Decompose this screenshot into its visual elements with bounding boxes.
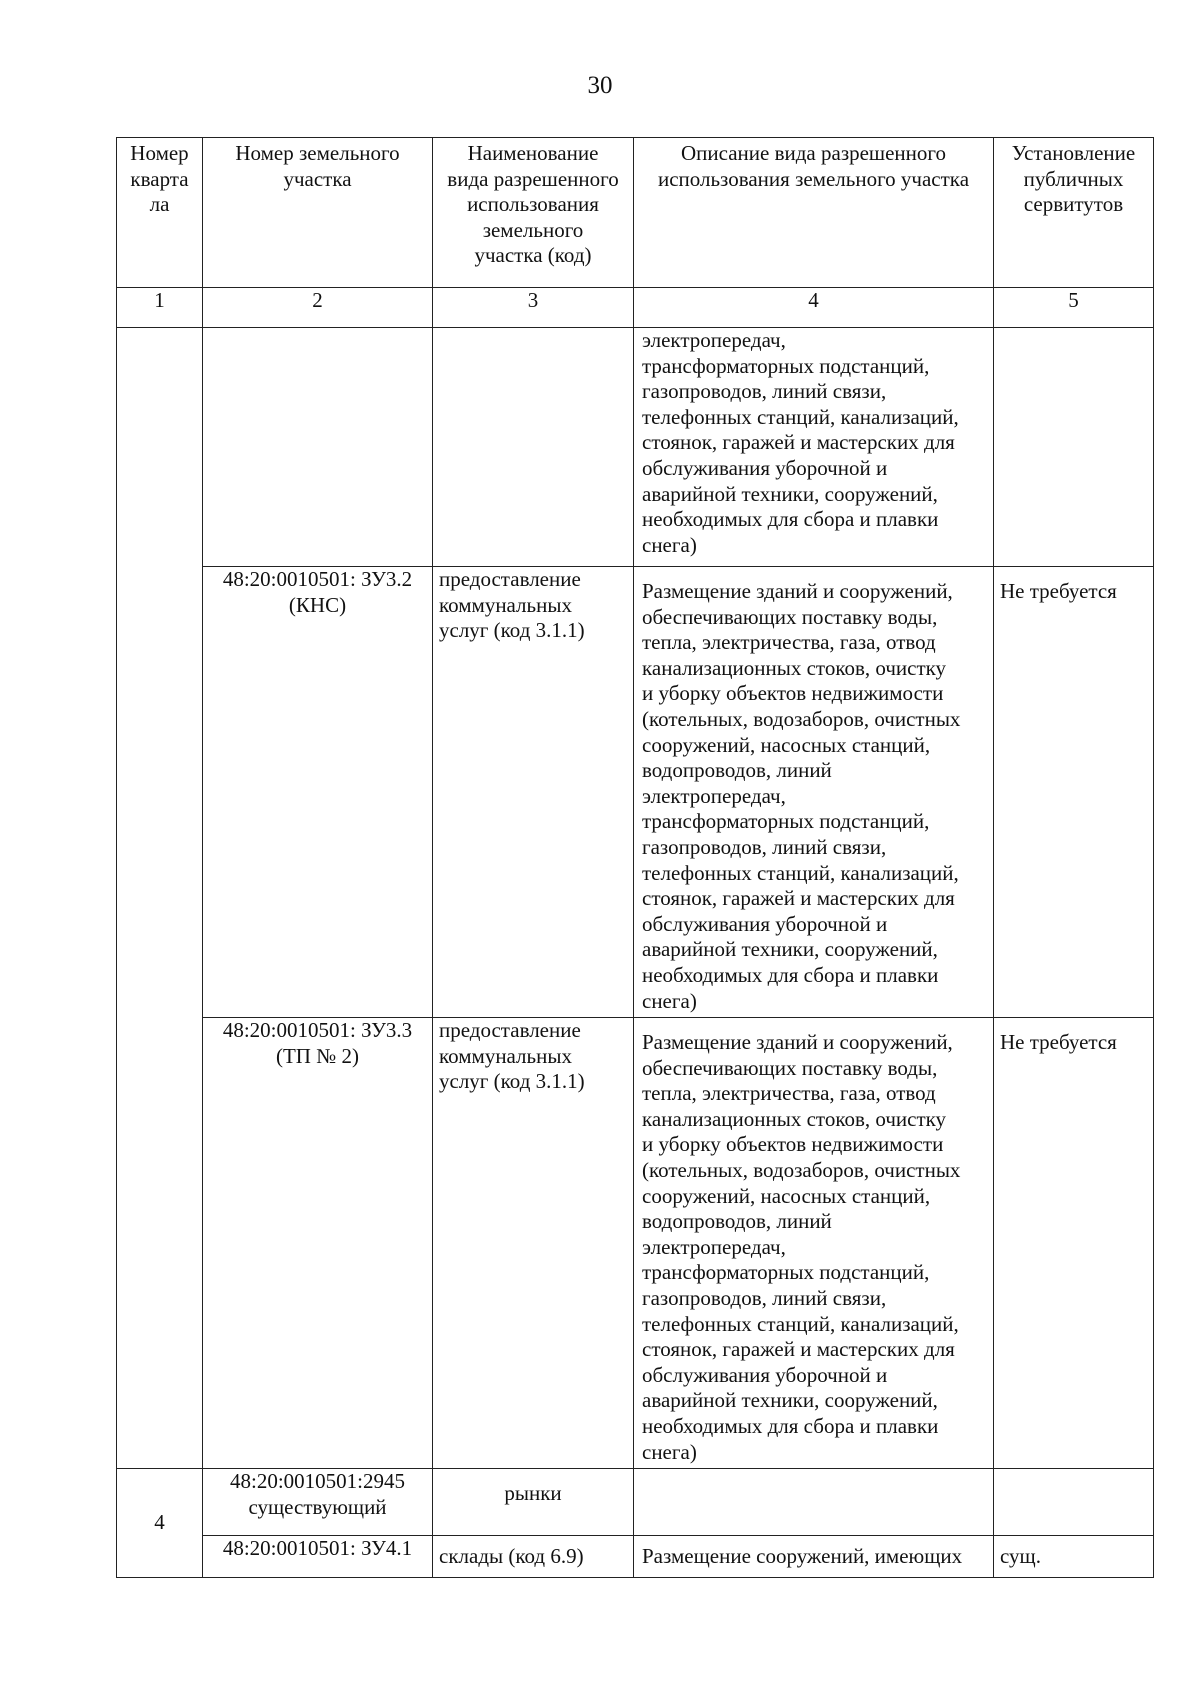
land-use-table (116, 137, 1154, 1578)
description-cell (634, 1469, 994, 1536)
quarter-cell: 4 (117, 1469, 203, 1578)
servitude-cell (994, 328, 1154, 567)
use-name-cell (433, 328, 634, 567)
header-use-name: Наименование вида разрешенного использования земельного участка (код) (433, 138, 634, 288)
column-number: 2 (203, 288, 433, 328)
parcel-cell: 48:20:0010501: ЗУ4.1 (203, 1536, 433, 1578)
description-cell: электропередач, трансформаторных подстанций, газопроводов, линий связи, телефонных станций, канализаций, стоянок, гаражей и мастерских для обслуживания уборочной и аварийной техники, сооружений, необходимых для сбора и плавки снега) (634, 328, 994, 567)
servitude-cell: Не требуется (994, 1018, 1154, 1469)
parcel-cell: 48:20:0010501:2945 существующий (203, 1469, 433, 1536)
description-cell: Размещение сооружений, имеющих (634, 1536, 994, 1578)
column-number-row (117, 288, 1154, 328)
servitude-cell: сущ. (994, 1536, 1154, 1578)
quarter-cell (117, 328, 203, 1469)
column-number: 4 (634, 288, 994, 328)
servitude-cell: Не требуется (994, 567, 1154, 1018)
parcel-cell: 48:20:0010501: ЗУ3.3 (ТП № 2) (203, 1018, 433, 1469)
header-servitude: Установление публичных сервитутов (994, 138, 1154, 288)
header-row (117, 138, 1154, 288)
table-row (117, 1018, 1154, 1469)
header-description: Описание вида разрешенного использования земельного участка (634, 138, 994, 288)
use-name-cell: предоставление коммунальных услуг (код 3.1.1) (433, 1018, 634, 1469)
column-number: 5 (994, 288, 1154, 328)
column-number: 1 (117, 288, 203, 328)
table-row (117, 328, 1154, 567)
parcel-cell: 48:20:0010501: ЗУ3.2 (КНС) (203, 567, 433, 1018)
servitude-cell (994, 1469, 1154, 1536)
table-row (117, 1536, 1154, 1578)
use-name-cell: склады (код 6.9) (433, 1536, 634, 1578)
page-number: 30 (587, 72, 613, 99)
use-name-cell: предоставление коммунальных услуг (код 3.1.1) (433, 567, 634, 1018)
use-name-cell: рынки (433, 1469, 634, 1536)
description-cell: Размещение зданий и сооружений, обеспечивающих поставку воды, тепла, электричества, газа, отвод канализационных стоков, очистку и уборку объектов недвижимости (котельных, водозаборов, очистных сооружений, насосных станций, водопроводов, линий электропередач, трансформаторных подстанций, газопроводов, линий связи, телефонных станций, канализаций, стоянок, гаражей и мастерских для обслуживания уборочной и аварийной техники, сооружений, необходимых для сбора и плавки снега) (634, 567, 994, 1018)
header-quarter: Номер кварта ла (117, 138, 203, 288)
table-row (117, 567, 1154, 1018)
header-parcel: Номер земельного участка (203, 138, 433, 288)
description-cell: Размещение зданий и сооружений, обеспечивающих поставку воды, тепла, электричества, газа, отвод канализационных стоков, очистку и уборку объектов недвижимости (котельных, водозаборов, очистных сооружений, насосных станций, водопроводов, линий электропередач, трансформаторных подстанций, газопроводов, линий связи, телефонных станций, канализаций, стоянок, гаражей и мастерских для обслуживания уборочной и аварийной техники, сооружений, необходимых для сбора и плавки снега) (634, 1018, 994, 1469)
parcel-cell (203, 328, 433, 567)
column-number: 3 (433, 288, 634, 328)
table-row (117, 1469, 1154, 1536)
